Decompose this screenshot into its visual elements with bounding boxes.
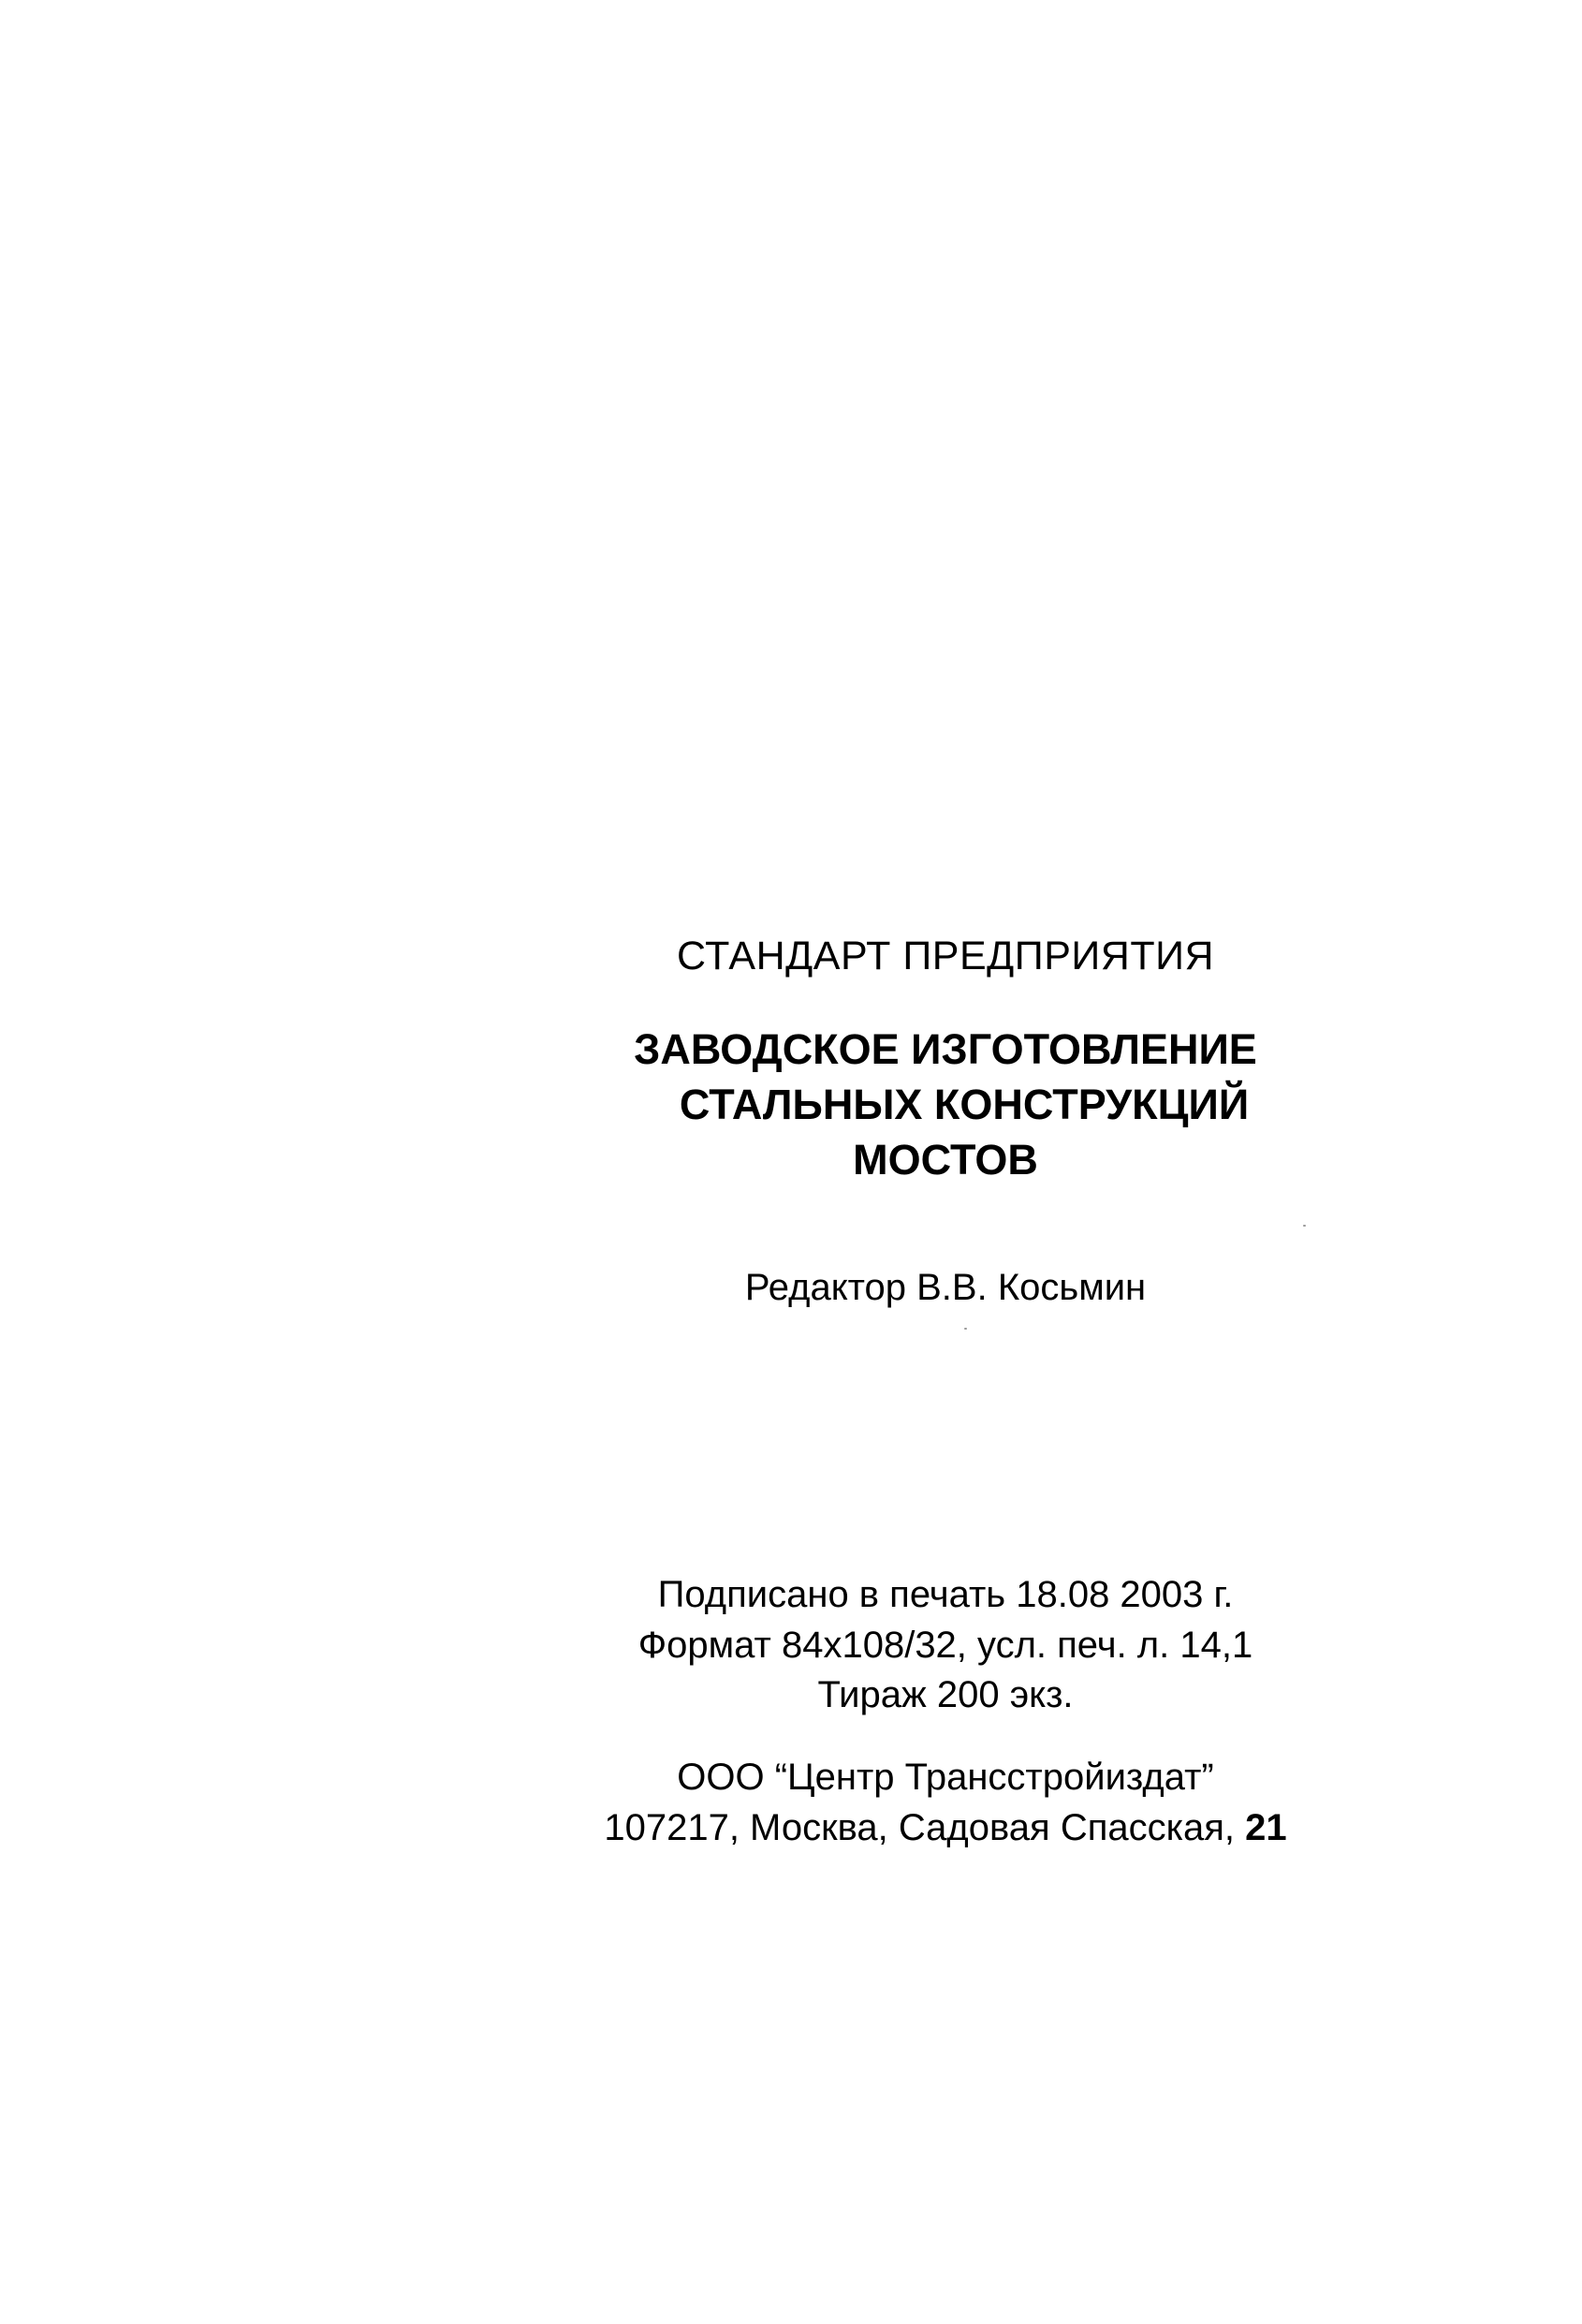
publisher-address xyxy=(590,1809,1301,1846)
document-title-line-3: МОСТОВ xyxy=(853,1136,1038,1184)
publisher-address-number: 21 xyxy=(1245,1807,1287,1848)
standard-label: СТАНДАРТ ПРЕДПРИЯТИЯ xyxy=(676,934,1215,978)
document-title-line-1: ЗАВОДСКОЕ ИЗГОТОВЛЕНИЕ xyxy=(634,1025,1257,1073)
document-title-line-2: СТАЛЬНЫХ КОНСТРУКЦИЙ xyxy=(679,1081,1250,1128)
imprint-signed-date: Подписано в печать 18.08 2003 г. xyxy=(657,1574,1234,1615)
publisher-name: ООО “Центр Трансстройиздат” xyxy=(677,1757,1214,1798)
editor-credit: Редактор В.В. Косьмин xyxy=(744,1267,1147,1308)
imprint-format: Формат 84x108/32, усл. печ. л. 14,1 xyxy=(637,1625,1253,1666)
publisher-address-main: 107217, Москва, Садовая Спасская, xyxy=(604,1807,1236,1848)
scan-speck xyxy=(1303,1225,1306,1227)
scan-speck xyxy=(964,1328,967,1330)
imprint-print-run: Тираж 200 экз. xyxy=(817,1674,1074,1715)
